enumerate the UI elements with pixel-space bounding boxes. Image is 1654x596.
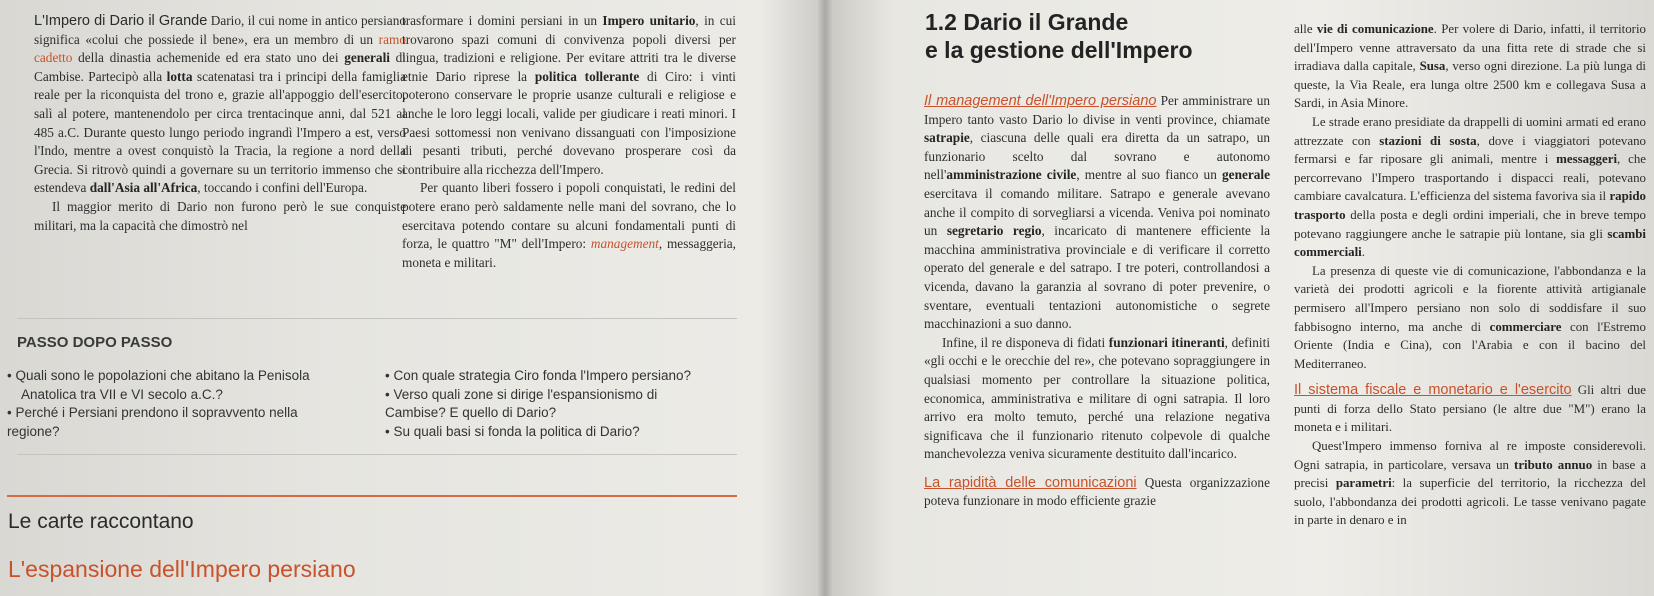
paragraph-tributi: Quest'Impero immenso forniva al re imposte considerevoli. Ogni satrapia, in particolare, versava un tributo annuo in base a precisi parametri: la superficie del territorio, la ricchezza del suolo, l'abbondanza dei prodotti agricoli. Le tasse venivano pagate in parte in denaro e in xyxy=(1294,439,1646,528)
question-item: • Verso quali zone si dirige l'espansionismo di xyxy=(385,386,658,402)
left-page xyxy=(0,0,820,596)
paragraph-funzionari: Infine, il re disponeva di fidati funzionari itineranti, definiti «gli occhi e le orecchie del re», che potevano sopraggiungere in qualsiasi momento per controllare la situazione politica, economica, amministrativa e militare di ogni satrapia. Il loro arrivo era molto temuto, perché una relazione negativa significava che il funzionario ritenuto colpevole di qualche manchevolezza veniva sicuramente destituito dall'incarico. xyxy=(924,334,1271,462)
divider xyxy=(17,454,737,455)
question-item-cont: regione? xyxy=(7,423,60,439)
question-item: • Quali sono le popolazioni che abitano la Penisola xyxy=(7,368,310,383)
divider xyxy=(17,318,737,319)
section-heading-management: Il management dell'Impero persiano xyxy=(924,93,1157,109)
question-item: • Perché i Persiani prendono il sopravvento nella xyxy=(7,405,298,421)
paragraph-fiscale: Il sistema fiscale e monetario e l'esercito Gli altri due punti di forza dello Stato persiano (le altre due "M") erano la moneta e i militari. xyxy=(1294,382,1646,435)
section-heading-fiscale: Il sistema fiscale e monetario e l'esercito xyxy=(1294,382,1572,399)
chapter-title-line-1: 1.2 Dario il Grande xyxy=(925,9,1129,35)
question-item-cont: Anatolica tra VII e VI secolo a.C.? xyxy=(21,386,223,402)
question-item: • Con quale strategia Ciro fonda l'Impero persiano? xyxy=(385,368,691,383)
paragraph-management: Il management dell'Impero persiano Per amministrare un Impero tanto vasto Dario lo divise in venti province, chiamate satrapie, ciascuna delle quali era diretta da un satrapo, un funzionario scelto dal sovrano e autonomo nell'amministrazione civile, mentre al suo fianco un generale esercitava il comando militare. Satrapo e generale avevano anche il compito di sorvegliarsi a vicenda. Veniva poi nominato un segretario regio, incaricato di mantenere efficiente la macchina amministrativa provinciale e di verificare il corretto operato del generale e del satrapo. I tre poteri, controllandosi a vicenda, davano la garanzia al sovrano di poter prevenire, o sventare, eventuali tentazioni autonomistiche o segrete macchinazioni a suo danno. xyxy=(924,93,1271,332)
step-by-step-title: PASSO DOPO PASSO xyxy=(17,334,173,351)
questions-column-1 xyxy=(7,367,377,441)
section-heading-impero-dario: L'Impero di Dario il Grande xyxy=(34,13,208,29)
stories-section-title: Le carte raccontano xyxy=(8,510,194,533)
left-text-column-1 xyxy=(34,12,406,235)
right-text-column-1 xyxy=(924,92,1270,511)
stories-section-subtitle: L'espansione dell'Impero persiano xyxy=(8,556,356,582)
right-text-column-2 xyxy=(1294,20,1646,530)
right-page xyxy=(828,0,1654,596)
questions-column-2 xyxy=(385,367,745,441)
chapter-title xyxy=(925,8,1193,64)
paragraph-quattro-m: Per quanto liberi fossero i popoli conquistati, le redini del potere erano però saldamente nelle mani del sovrano, che lo esercitava potendo contare su alcuni fondamentali punti di forza, le quattro "M" dell'Impero: management, messaggeria, moneta e militari. xyxy=(402,180,736,270)
question-item: • Su quali basi si fonda la politica di Dario? xyxy=(385,423,640,439)
chapter-title-line-2: e la gestione dell'Impero xyxy=(925,37,1193,63)
section-heading-comunicazioni: La rapidità delle comunicazioni xyxy=(924,474,1137,491)
orange-divider xyxy=(7,495,737,497)
paragraph-impero-unitario: trasformare i domini persiani in un Impero unitario, in cui trovarono spazi comuni di convivenza popoli diversi per lingua, tradizioni e religione. Per evitare attriti tra le diverse etnie Dario riprese la politica tollerante di Ciro: i vinti poterono conservare le proprie usanze culturali e religiose e anche le loro leggi locali, valide per giudicare i reati minori. I Paesi sottomessi non venivano dissanguati con l'imposizione di pesanti tributi, perché dovevano prosperare così da contribuire alla ricchezza dell'Impero. xyxy=(402,13,736,177)
paragraph-vie-comunicazione: alle vie di comunicazione. Per volere di Dario, infatti, il territorio dell'Impero venne attraversato da una fitta rete di strade che si irradiava dalla capitale, Susa, verso ogni direzione. La più lunga di queste, la Via Reale, era lunga oltre 2500 km e collegava Susa a Sardi, in Asia Minore. xyxy=(1294,22,1646,111)
paragraph-commercio: La presenza di queste vie di comunicazione, l'abbondanza e la varietà dei prodotti agricoli e la fiorente attività artigianale permisero all'Impero persiano non solo di soddisfare il suo fabbisogno interno, ma anche di commerciare con l'Estremo Oriente (India e Cina), con l'Arabia e con il bacino del Mediterraneo. xyxy=(1294,263,1646,371)
paragraph-dario-merit: Il maggior merito di Dario non furono però le sue conquiste militari, ma la capacità che dimostrò nel xyxy=(34,198,406,233)
paragraph-dario-intro: L'Impero di Dario il Grande Dario, il cui nome in antico persiano significa «colui che possiede il bene», era un membro di un ramo cadetto della dinastia achemenide ed era stato uno dei generali di Cambise. Partecipò alla lotta scatenatasi tra i principi della famiglia reale per la riconquista del trono e, grazie all'appoggio dell'esercito, salì al potere, mantenendolo per circa trentacinque anni, dal 521 al 485 a.C. Durante questo lungo periodo ingrandì l'Impero a est, verso l'Indo, mentre a ovest conquistò la Tracia, la regione a nord della Grecia. Si ritrovò quindi a governare su un territorio immenso che si estendeva dall'Asia all'Africa, toccando i confini dell'Europa. xyxy=(34,13,406,196)
question-item-cont: Cambise? E quello di Dario? xyxy=(385,405,557,421)
paragraph-comunicazioni: La rapidità delle comunicazioni Questa organizzazione poteva funzionare in modo efficiente grazie xyxy=(924,474,1270,509)
left-text-column-2 xyxy=(402,12,736,272)
paragraph-strade: Le strade erano presidiate da drappelli di uomini armati ed erano attrezzate con stazioni di sosta, dove i viaggiatori potevano fermarsi e far riposare gli animali, mentre i messaggeri, che percorrevano l'Impero trasportando i dispacci reali, potevano cambiare cavalcatura. L'efficienza del sistema favoriva sia il rapido trasporto della posta e degli ordini imperiali, che in breve tempo potevano raggiungere anche le satrapie più lontane, sia gli scambi commerciali. xyxy=(1294,114,1646,260)
